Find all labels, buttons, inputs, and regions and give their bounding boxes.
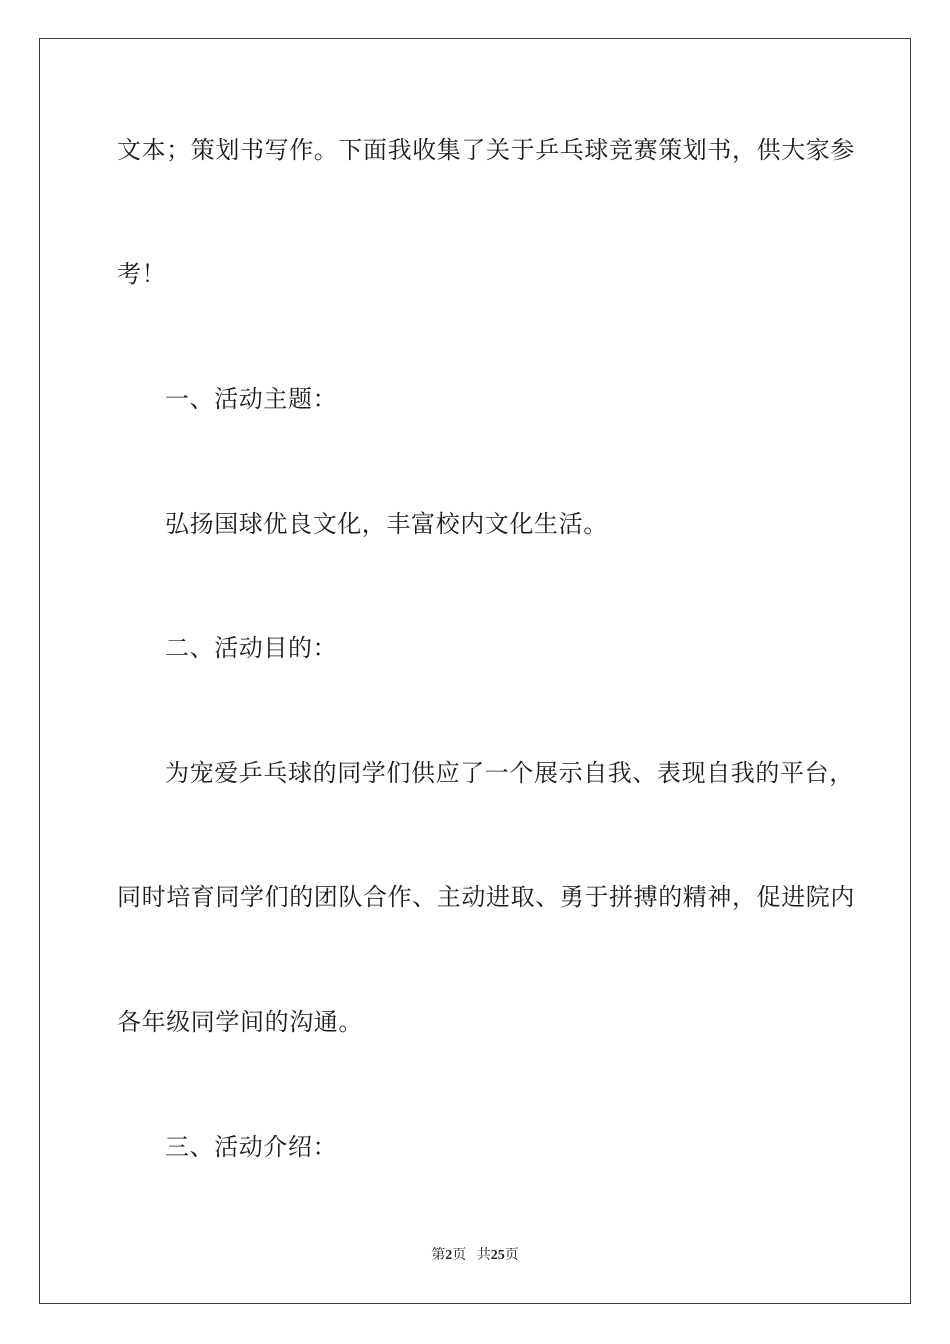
footer-page-number: 2 [445,1248,453,1263]
footer-page-prefix: 第 [431,1248,446,1263]
body-text-line: 弘扬国球优良文化，丰富校内文化生活。 [165,510,608,538]
page-border [39,38,911,1304]
section-heading: 二、活动目的： [165,634,338,662]
page-footer [0,1247,950,1265]
body-text-line: 文本；策划书写作。下面我收集了关于乒乓球竞赛策划书，供大家参 [117,136,855,164]
footer-total-pages: 25 [490,1248,505,1263]
body-text-line: 各年级同学间的沟通。 [117,1008,363,1036]
body-text-line: 考！ [117,260,167,288]
footer-page-suffix: 页 [452,1248,467,1263]
footer-total-suffix: 页 [504,1248,519,1263]
section-heading: 三、活动介绍： [165,1133,338,1161]
section-heading: 一、活动主题： [165,385,338,413]
footer-total-prefix: 共 [476,1248,491,1263]
body-text-line: 同时培育同学们的团队合作、主动进取、勇于拼搏的精神，促进院内 [117,883,855,911]
body-text-line: 为宠爱乒乓球的同学们供应了一个展示自我、表现自我的平台， [165,759,854,787]
